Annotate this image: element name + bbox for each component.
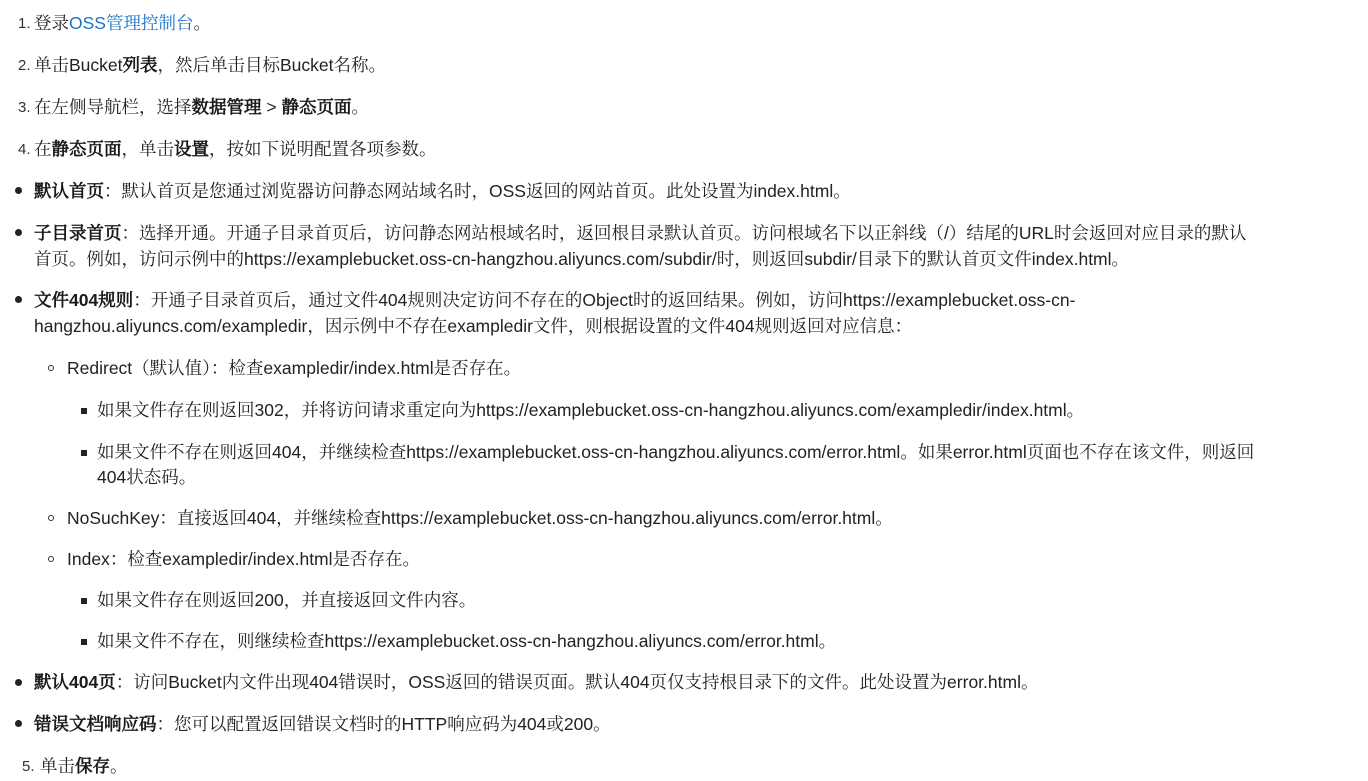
step-5: 单击保存。 xyxy=(40,756,128,776)
param-subdir-home-cont: 首页。例如，访问示例中的https://examplebucket.oss-cn-hangzhou.aliyuncs.com/subdir/时，则返回subdir/目录下的默认首页文件index.html。 xyxy=(34,249,1130,269)
step-1: 登录OSS管理控制台。 xyxy=(34,13,211,33)
param-404-rule: 文件404规则：开通子目录首页后，通过文件404规则决定访问不存在的Object时的返回结果。例如，访问https://examplebucket.oss-cn- xyxy=(34,290,1076,310)
bullet-disc xyxy=(15,720,22,727)
step-5-number: 5. xyxy=(22,758,35,775)
bullet-square xyxy=(81,450,87,456)
bullet-circle xyxy=(48,556,54,562)
step-4-number: 4. xyxy=(18,141,31,158)
param-subdir-home: 子目录首页：选择开通。开通子目录首页后，访问静态网站根域名时，返回根目录默认首页。访问根域名下以正斜线（/）结尾的URL时会返回对应目录的默认 xyxy=(34,223,1247,243)
step-3-number: 3. xyxy=(18,99,31,116)
param-error-code: 错误文档响应码：您可以配置返回错误文档时的HTTP响应码为404或200。 xyxy=(34,714,611,734)
bullet-disc xyxy=(15,679,22,686)
option-redirect: Redirect（默认值）：检查exampledir/index.html是否存在。 xyxy=(67,358,522,378)
param-404-rule-cont: hangzhou.aliyuncs.com/exampledir，因示例中不存在exampledir文件，则根据设置的文件404规则返回对应信息： xyxy=(34,316,913,336)
option-nosuchkey: NoSuchKey：直接返回404，并继续检查https://examplebucket.oss-cn-hangzhou.aliyuncs.com/error.html。 xyxy=(67,508,893,528)
bullet-square xyxy=(81,408,87,414)
oss-console-link[interactable]: OSS管理控制台 xyxy=(69,13,194,33)
step-2: 单击Bucket列表，然后单击目标Bucket名称。 xyxy=(34,55,386,75)
redirect-missing: 如果文件不存在则返回404，并继续检查https://examplebucket.oss-cn-hangzhou.aliyuncs.com/error.html。如果error.html页面也不存在该文件，则返回 xyxy=(97,442,1255,462)
bullet-square xyxy=(81,598,87,604)
step-1-number: 1. xyxy=(18,15,31,32)
option-index: Index：检查exampledir/index.html是否存在。 xyxy=(67,549,421,569)
bullet-disc xyxy=(15,296,22,303)
step-2-number: 2. xyxy=(18,57,31,74)
param-default-home: 默认首页：默认首页是您通过浏览器访问静态网站域名时，OSS返回的网站首页。此处设置为index.html。 xyxy=(34,181,851,201)
param-default-404: 默认404页：访问Bucket内文件出现404错误时，OSS返回的错误页面。默认404页仅支持根目录下的文件。此处设置为error.html。 xyxy=(34,672,1039,692)
step-3: 在左侧导航栏，选择数据管理 > 静态页面。 xyxy=(34,97,369,117)
bullet-disc xyxy=(15,229,22,236)
bullet-circle xyxy=(48,365,54,371)
bullet-disc xyxy=(15,187,22,194)
redirect-missing-cont: 404状态码。 xyxy=(97,467,197,487)
bullet-circle xyxy=(48,515,54,521)
index-missing: 如果文件不存在，则继续检查https://examplebucket.oss-cn-hangzhou.aliyuncs.com/error.html。 xyxy=(97,631,837,651)
step-4: 在静态页面，单击设置，按如下说明配置各项参数。 xyxy=(34,139,437,159)
redirect-exists: 如果文件存在则返回302，并将访问请求重定向为https://examplebucket.oss-cn-hangzhou.aliyuncs.com/exampledir/index.html。 xyxy=(97,400,1085,420)
bullet-square xyxy=(81,639,87,645)
index-exists: 如果文件存在则返回200，并直接返回文件内容。 xyxy=(97,590,477,610)
